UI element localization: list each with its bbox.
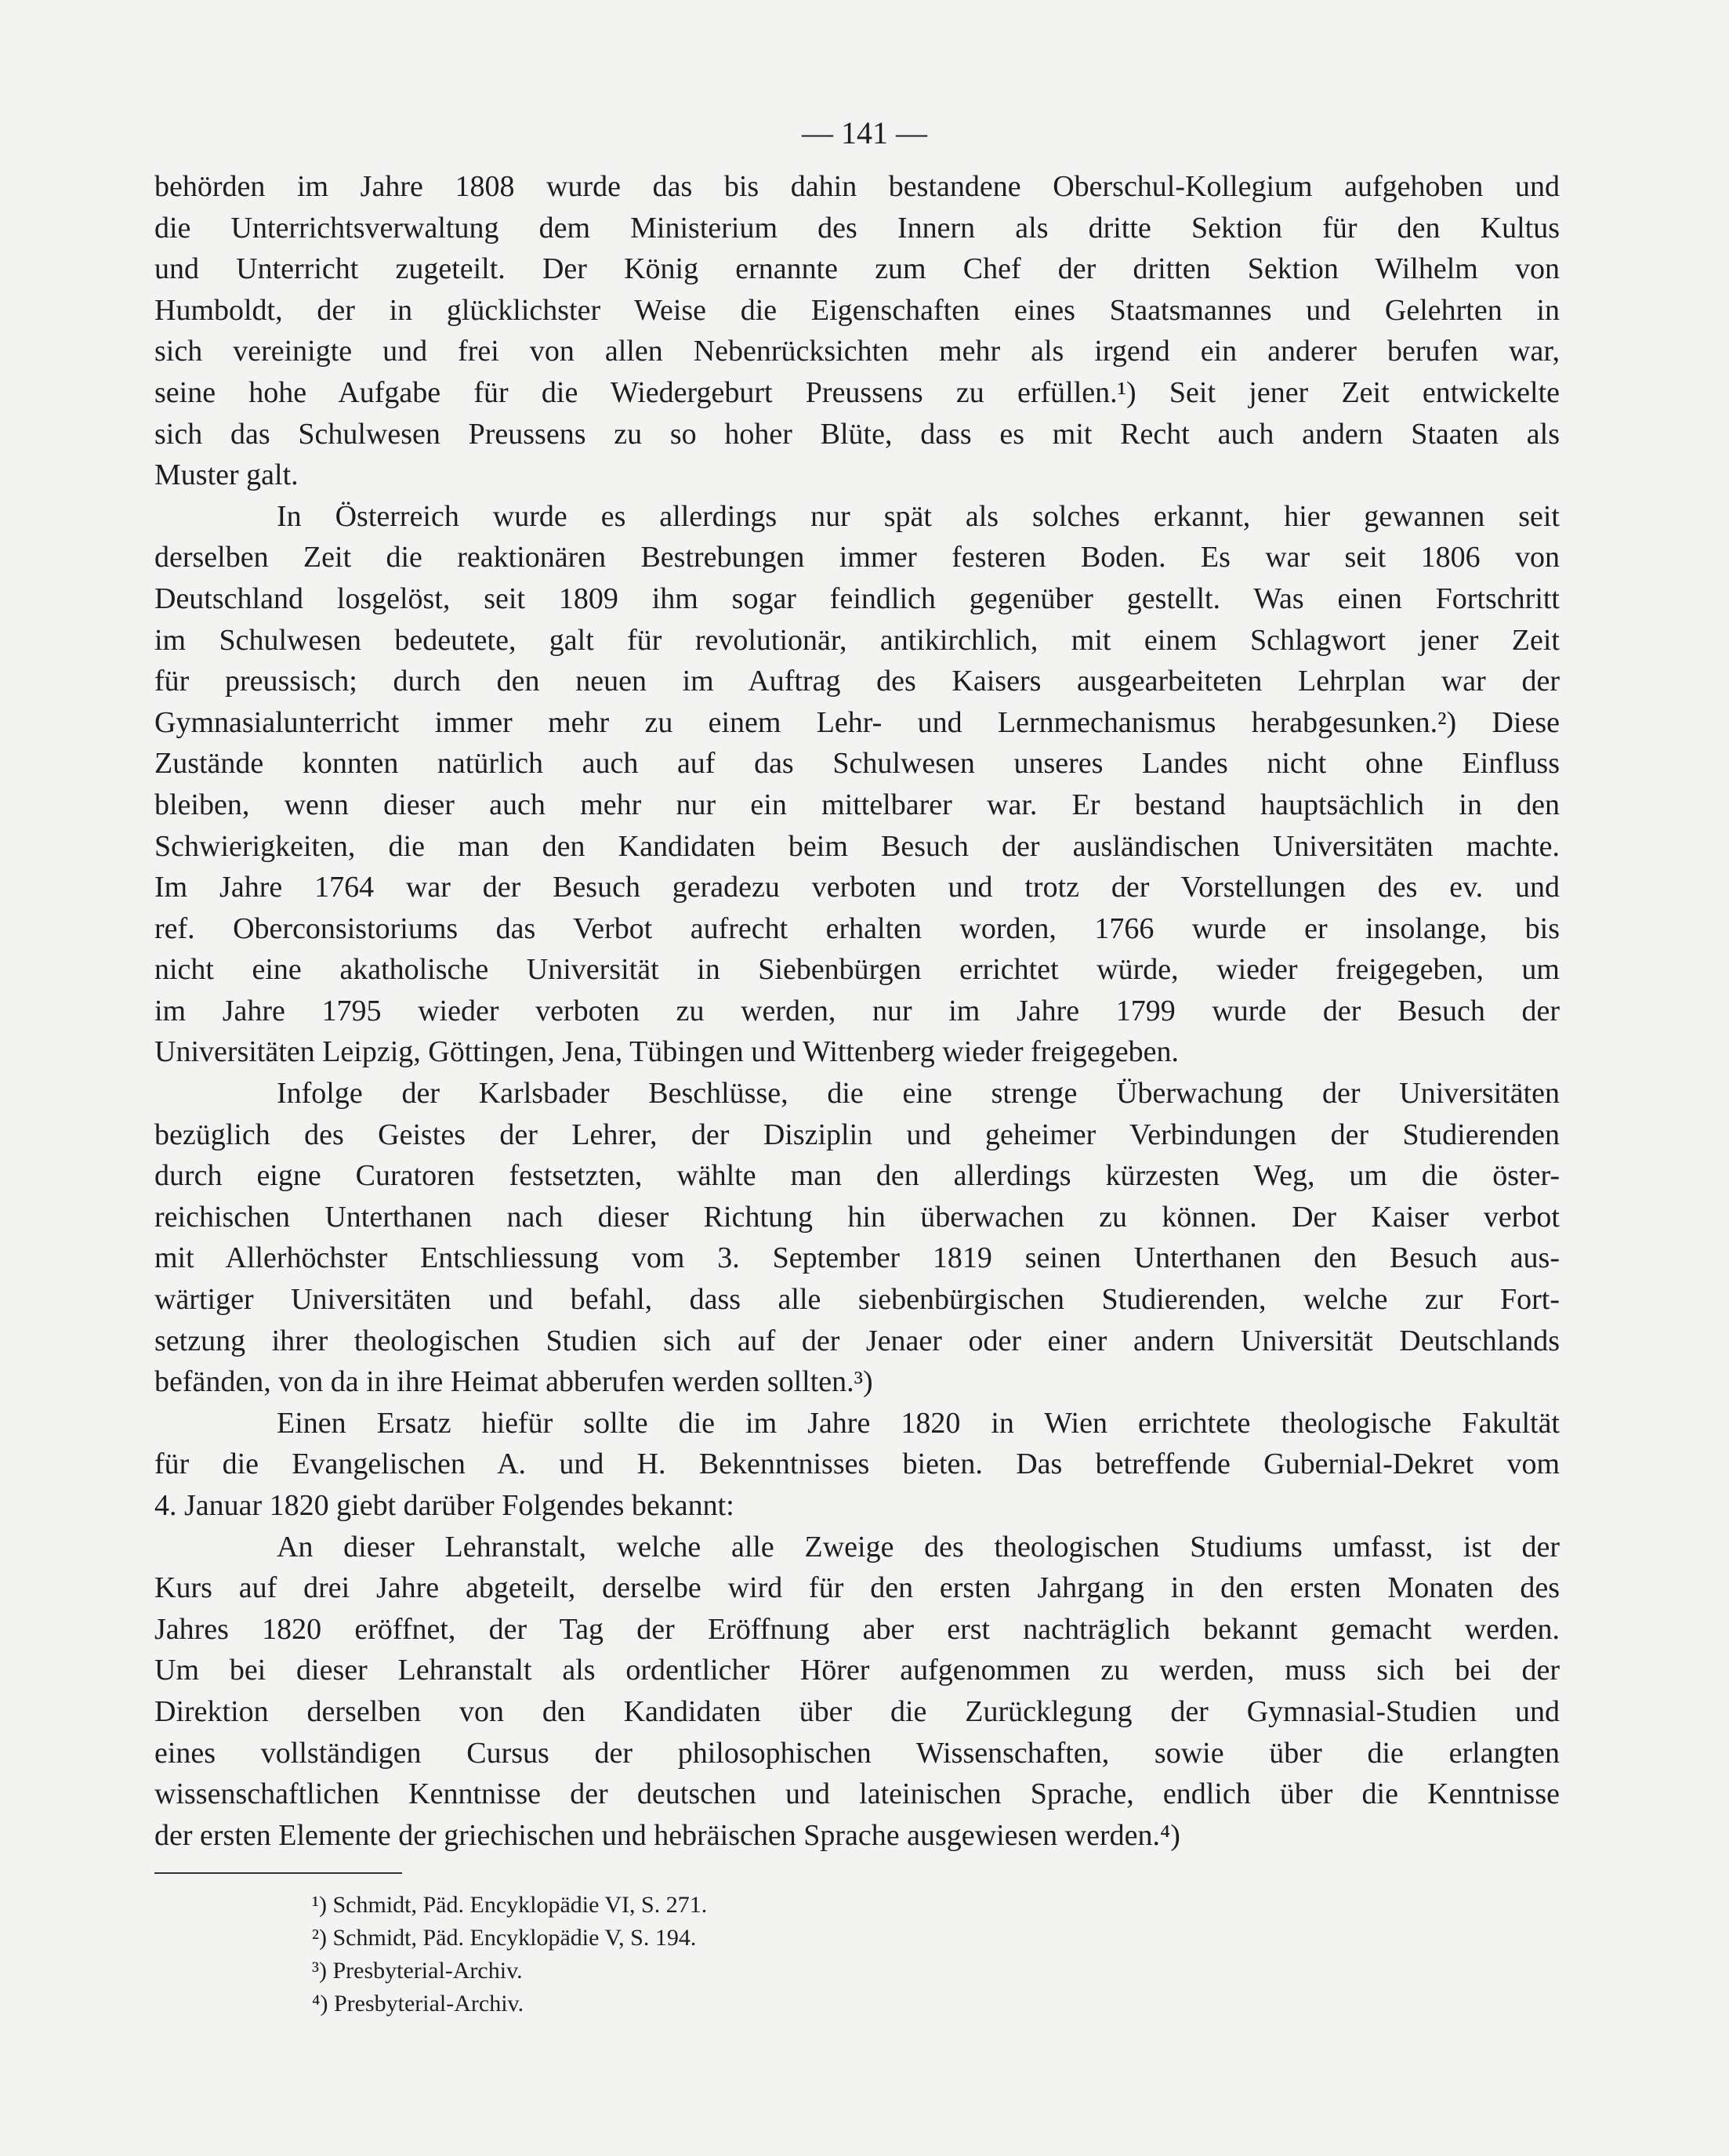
footnote: ³) Presbyterial-Archiv. (312, 1958, 523, 1984)
text-line: ref. Oberconsistoriums das Verbot aufrecht erhalten worden, 1766 wurde er insolange, bis (154, 911, 1560, 945)
text-line: für die Evangelischen A. und H. Bekenntnisses bieten. Das betreffende Gubernial-Dekret vom (154, 1448, 1560, 1481)
text-line: sich das Schulwesen Preussens zu so hoher Blüte, dass es mit Recht auch andern Staaten als (154, 417, 1560, 451)
page-number: — 141 — (802, 115, 927, 150)
text-line: im Jahre 1795 wieder verboten zu werden, nur im Jahre 1799 wurde der Besuch der (154, 994, 1560, 1027)
text-line: für preussisch; durch den neuen im Auftrag des Kaisers ausgearbeiteten Lehrplan war der (154, 665, 1560, 698)
text-line: wissenschaftlichen Kenntnisse der deutschen und lateinischen Sprache, endlich über die Kenntnisse (154, 1777, 1560, 1811)
footnotes (312, 1889, 707, 2020)
text-line: reichischen Unterthanen nach dieser Richtung hin überwachen zu können. Der Kaiser verbot (154, 1200, 1560, 1234)
text-line: Um bei dieser Lehranstalt als ordentlicher Hörer aufgenommen zu werden, muss sich bei der (154, 1654, 1560, 1687)
text-line: Infolge der Karlsbader Beschlüsse, die eine strenge Überwachung der Universitäten (277, 1077, 1560, 1111)
text-line: Direktion derselben von den Kandidaten über die Zurücklegung der Gymnasial-Studien und (154, 1694, 1560, 1728)
text-line: und Unterricht zugeteilt. Der König ernannte zum Chef der dritten Sektion Wilhelm von (154, 252, 1560, 286)
text-line: Universitäten Leipzig, Göttingen, Jena, Tübingen und Wittenberg wieder freigegeben. (154, 1035, 1179, 1069)
text-line: eines vollständigen Cursus der philosophischen Wissenschaften, sowie über die erlangten (154, 1736, 1560, 1770)
text-line: bleiben, wenn dieser auch mehr nur ein mittelbarer war. Er bestand hauptsächlich in den (154, 788, 1560, 821)
text-line: An dieser Lehranstalt, welche alle Zweige des theologischen Studiums umfasst, ist der (277, 1530, 1560, 1564)
text-line: nicht eine akatholische Universität in Siebenbürgen errichtet würde, wieder freigegeben, um (154, 953, 1560, 987)
text-line: Muster galt. (154, 458, 299, 492)
footnote: ⁴) Presbyterial-Archiv. (312, 1991, 524, 2016)
text-line: sich vereinigte und frei von allen Nebenrücksichten mehr als irgend ein anderer berufen war, (154, 335, 1560, 368)
text-line: Schwierigkeiten, die man den Kandidaten beim Besuch der ausländischen Universitäten machte. (154, 829, 1560, 863)
text-line: derselben Zeit die reaktionären Bestrebungen immer festeren Boden. Es war seit 1806 von (154, 541, 1560, 574)
text-line: Im Jahre 1764 war der Besuch geradezu verboten und trotz der Vorstellungen des ev. und (154, 871, 1560, 904)
text-line: wärtiger Universitäten und befahl, dass alle siebenbürgischen Studierenden, welche zur Fort- (154, 1283, 1560, 1317)
text-line: seine hohe Aufgabe für die Wiedergeburt Preussens zu erfüllen.¹) Seit jener Zeit entwickelte (154, 375, 1560, 409)
text-line: Deutschland losgelöst, seit 1809 ihm sogar feindlich gegenüber gestellt. Was einen Fortschritt (154, 582, 1560, 615)
text-line: setzung ihrer theologischen Studien sich auf der Jenaer oder einer andern Universität Deutschlands (154, 1324, 1560, 1357)
text-line: In Österreich wurde es allerdings nur spät als solches erkannt, hier gewannen seit (277, 499, 1560, 533)
text-line: der ersten Elemente der griechischen und hebräischen Sprache ausgewiesen werden.⁴) (154, 1818, 1180, 1852)
body-text (154, 166, 1560, 1856)
text-line: Kurs auf drei Jahre abgeteilt, derselbe wird für den ersten Jahrgang in den ersten Monaten des (154, 1571, 1560, 1605)
text-line: behörden im Jahre 1808 wurde das bis dahin bestandene Oberschul-Kollegium aufgehoben und (154, 170, 1560, 203)
text-line: die Unterrichtsverwaltung dem Ministerium des Innern als dritte Sektion für den Kultus (154, 211, 1560, 245)
footnote: ¹) Schmidt, Päd. Encyklopädie VI, S. 271. (312, 1892, 708, 1918)
text-line: 4. Januar 1820 giebt darüber Folgendes bekannt: (154, 1489, 734, 1522)
text-line: Humboldt, der in glücklichster Weise die Eigenschaften eines Staatsmannes und Gelehrten in (154, 293, 1560, 327)
text-line: im Schulwesen bedeutete, galt für revolutionär, antikirchlich, mit einem Schlagwort jener Zeit (154, 623, 1560, 657)
footnote: ²) Schmidt, Päd. Encyklopädie V, S. 194. (312, 1925, 697, 1951)
footnote-divider (154, 1872, 402, 1874)
text-line: durch eigne Curatoren festsetzten, wählte man den allerdings kürzesten Weg, um die öster- (154, 1159, 1560, 1193)
text-line: befänden, von da in ihre Heimat abberufen werden sollten.³) (154, 1365, 873, 1399)
text-line: bezüglich des Geistes der Lehrer, der Disziplin und geheimer Verbindungen der Studierenden (154, 1118, 1560, 1151)
text-line: Jahres 1820 eröffnet, der Tag der Eröffnung aber erst nachträglich bekannt gemacht werden. (154, 1612, 1560, 1646)
text-line: Einen Ersatz hiefür sollte die im Jahre 1820 in Wien errichtete theologische Fakultät (277, 1406, 1560, 1440)
text-line: mit Allerhöchster Entschliessung vom 3. September 1819 seinen Unterthanen den Besuch aus- (154, 1241, 1560, 1275)
text-line: Zustände konnten natürlich auch auf das Schulwesen unseres Landes nicht ohne Einfluss (154, 747, 1560, 781)
text-line: Gymnasialunterricht immer mehr zu einem Lehr- und Lernmechanismus herabgesunken.²) Diese (154, 705, 1560, 739)
